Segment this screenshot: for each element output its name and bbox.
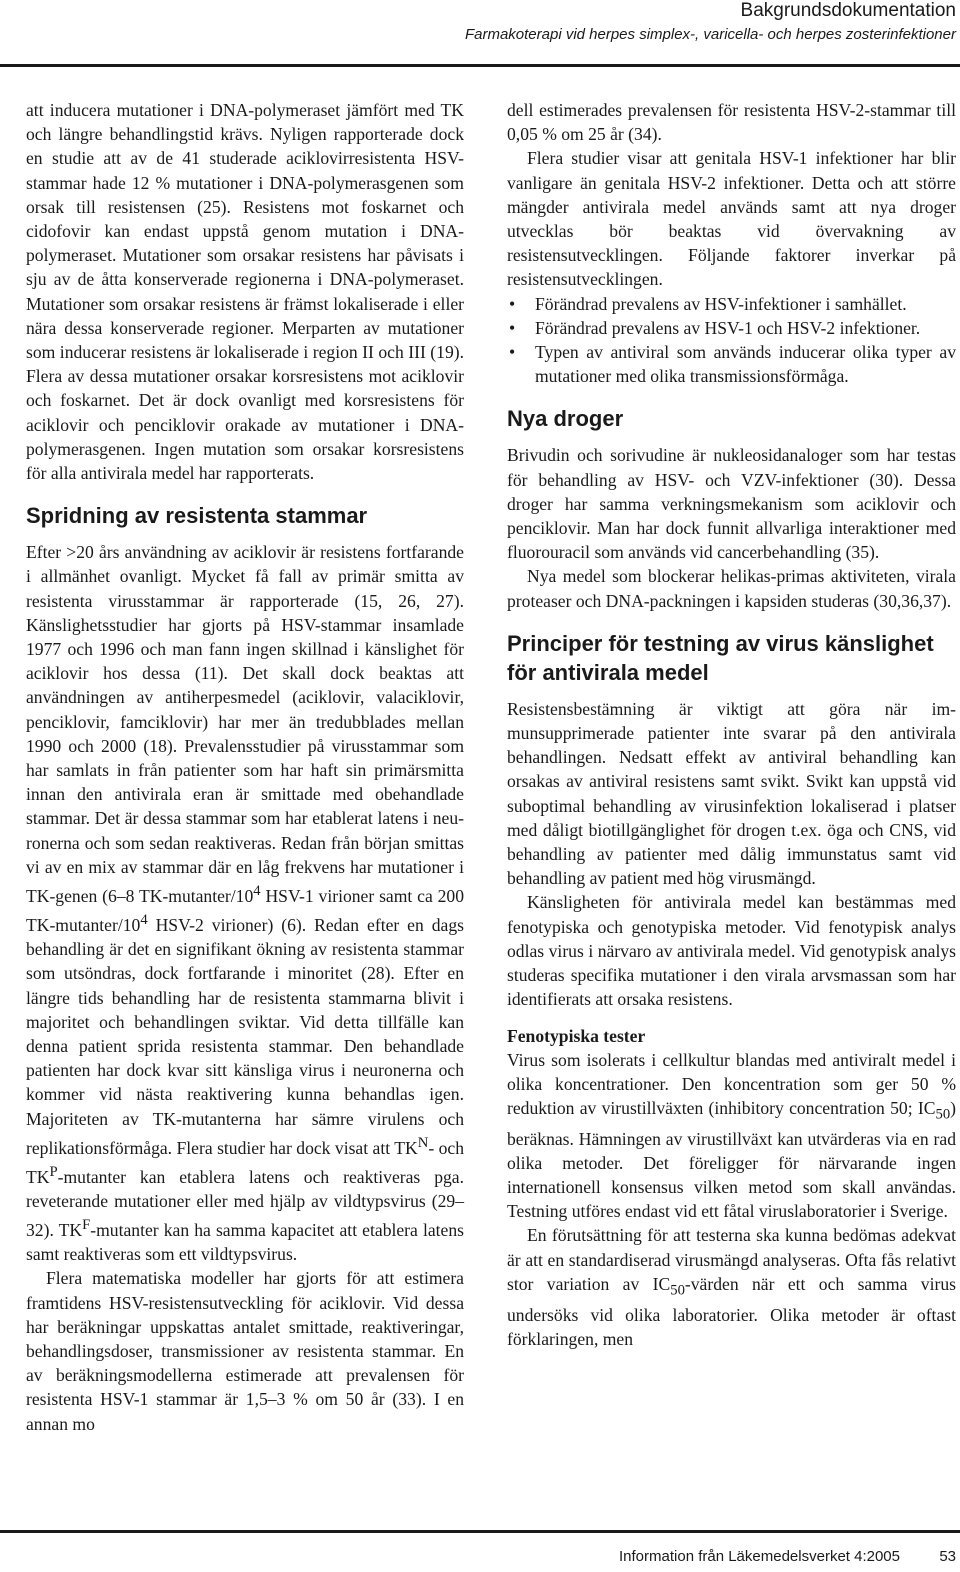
section-heading: Spridning av resistenta stammar: [26, 503, 368, 529]
paragraph: Nya medel som blockerar helikas-primas aktiviteten, virala proteaser och DNA-packningen i kapsiden studeras (30,36,37).: [507, 566, 956, 611]
paragraph: Efter >20 års användning av aciklovir är resistens fortfarande i allmänhet ovanligt. Mycket få fall av primär smitta av resistenta virusstammar är rapporterade (15, 26, 27). Känslighetsstudier har gjorts på HSV-stammar insamlade 1977 och 1996 och man fann ingen skillnad i känslighet för aciklovir hos dessa (11). Det skall dock beaktas att användningen av antiherpesmedel (aciklovir, valaciklovir, penciklovir, famciklovir) har mer än tredubblades mellan 1990 och 2000 (18). Prevalensstudier på virusstammar som har samlats in från patienter som har haft sin primärsmitta innan den antivirala eran är smittade med obehandlade stammar. Det är dessa stammar som har etablerat latens i neuronerna och som sedan reaktiveras. Redan från början smittas vi av en mix av stammar där en låg frekvens har mutationer i TK-genen (6–8 $TK-mutanter/10^4$ HSV-1 virioner samt ca 200 $TK-mutanter/10^4$ HSV-2 virioner) (6). Redan efter en dags behandling är det en signifikant ökning av resistenta stammar som utsöndras, dock fortfarande i minoritet (28). Efter en längre tids behandling har de resistenta stammarna blivit i majoritet och behandlingen sviktar. Vid detta tillfälle kan denna patient sprida resistenta stammar. Den behandlade patienten har dock kvar sitt känsliga virus i neuronerna och kommer vid nästa reaktivering kunna behandlas igen. Majoriteten av TK-mutanterna har sämre virulens och replikationsförmåga. Flera studier har dock visat att $TK^N-$ och $TK^P$-mutanter kan etablera latens och reaktiveras pga. reveterande mutationer eller med hjälp av vildtypsvirus (29–32). $TK^F$-mutanter kan ha samma kapacitet att etablera latens samt reaktiveras som ett vildtypsvirus.: [26, 542, 465, 1265]
running-header-subtitle: Farmakoterapi vid herpes simplex-, varicella- och herpes zosterinfektioner: [464, 26, 956, 43]
paragraph: Flera matematiska modeller har gjorts för att estimera framtidens HSV-resistensutveckling för aciklovir. Vid dessa har beräkningar uppskattas antalet smittade, reaktiveringar, behandlingsdoser, transmissioner av resistenta stammar. En av beräkningsmodellerna estimerade att prevalensen för resistenta HSV-1 stammar är 1,5–3 % om 50 år (33). I en annan mo: [26, 1268, 464, 1434]
footer-source: Information från Läkemedelsverket 4:2005: [619, 1548, 900, 1565]
paragraph: Känsligheten för antivirala medel kan bestämmas med fenotypiska och genotypiska metoder. Vid fenotypisk analys odlas virus i närvaro av antivirala medel. Vid genotypisk analys studeras specifika mutationer i den virala arvsmassan som har identifierats att orsaka resistens.: [507, 892, 956, 1010]
paragraph: Virus som isolerats i cellkultur blandas med antiviralt medel i olika koncentrationer. Den koncentration som ger 50 % reduktion av virustillväxten (inhibitory concentration 50; $IC_{50}$) beräknas. Hämningen av virustillväxt kan utvärderas via en rad olika metoder. Det föreligger för närvarande ingen internationell konsensus vilken metod som skall användas. Testning utföres endast vid ett fåtal viruslaboratorier i Sverige.: [507, 1049, 956, 1222]
header-rule: [0, 64, 960, 67]
running-header-title: Bakgrundsdokumentation: [740, 0, 956, 21]
section-heading: Principer för testning av virus känslighet för antivirala medel: [507, 630, 934, 685]
list-item: • Förändrad prevalens av HSV-infektioner i samhället.: [509, 293, 907, 314]
section-heading: Nya droger: [507, 406, 624, 432]
page-number: 53: [939, 1548, 956, 1565]
paragraph: Flera studier visar att genitala HSV-1 infektioner har blir vanligare än genitala HSV-2 infektioner. Detta och att större mängder antivirala medel används samt att nya droger utvecklas bör beaktas vid övervakning av resistensutvecklingen. Följande faktorer inverkar på resistensutvecklingen.: [507, 148, 956, 290]
paragraph: Resistensbestämning är viktigt att göra när immunsupprimerade patienter inte svarar på den antivirala behandlingen. Nedsatt effekt av antiviral behandling kan orsakas av antiviral resistens samt svikt. Svikt kan uppstå vid suboptimal behandling av virusinfektion lokaliserad i platser med dåligt biotillgänglighet för drogen t.ex. öga och CNS, vid behandling av patienter med dålig immunstatus samt vid behandling av patient med hög virusmängd.: [507, 698, 956, 889]
paragraph: En förutsättning för att testerna ska kunna bedömas adekvat är att en standardiserad virusmängd analyseras. Ofta fås relativt stor variation av $IC_{50}$-värden när ett och samma virus undersöks vid olika laboratorier. Olika metoder är oftast förklaringen, men: [507, 1225, 956, 1349]
right-column: [507, 98, 956, 1351]
bullet-list: [507, 292, 956, 389]
list-item: • Typen av antiviral som används inducerar olika typer av mutationer med olika transmissionsförmåga.: [509, 342, 956, 387]
list-item: • Förändrad prevalens av HSV-1 och HSV-2 infektioner.: [509, 317, 921, 338]
footer-rule: [0, 1530, 960, 1533]
paragraph: dell estimerades prevalensen för resistenta HSV-2-stammar till 0,05 % om 25 år (34).: [507, 100, 956, 145]
paragraph: att inducera mutationer i DNA-polymeraset jämfört med TK och längre behandlingstid krävs. Nyligen rapporterade dock en studie att av de 41 studerade aciklovirresistenta HSV-stammar hade 12 % mutationer i DNA-polymerasgenen som orsak till resistensen (25). Resistens mot foskarnet och cidofovir kan endast uppstå genom mutation i DNA-polymeraset. Mutationer som orsakar resistens har påvisats i sju av de åtta konserverade regionerna i DNA-polymeraset. Mutationer som orsakar resistens är främst lokaliserade i eller nära dessa konserverade regioner. Merparten av mutationer som inducerar resistens är lokaliserade i region II och III (19). Flera av dessa mutationer orsakar korsresistens mot aciklovir och foskarnet. Det är dock ovanligt med korsresistens för aciklovir och penciklovir orakade av mutationer i DNA-polymerasgenen. Ingen mutation som orsakar korsresistens för alla antivirala medel har rapporterats.: [26, 100, 464, 484]
subsection-heading: Fenotypiska tester: [507, 1025, 646, 1046]
left-column: [26, 98, 464, 1436]
paragraph: Brivudin och sorivudine är nukleosidanaloger som har testas för behandling av HSV- och VZV-infektioner (30). Dessa droger har samma verkningsmekanism som aciklovir och penciklovir. Man har dock funnit allvarliga interaktioner med fluorouracil som används vid cancerbehandling (35).: [507, 445, 956, 563]
